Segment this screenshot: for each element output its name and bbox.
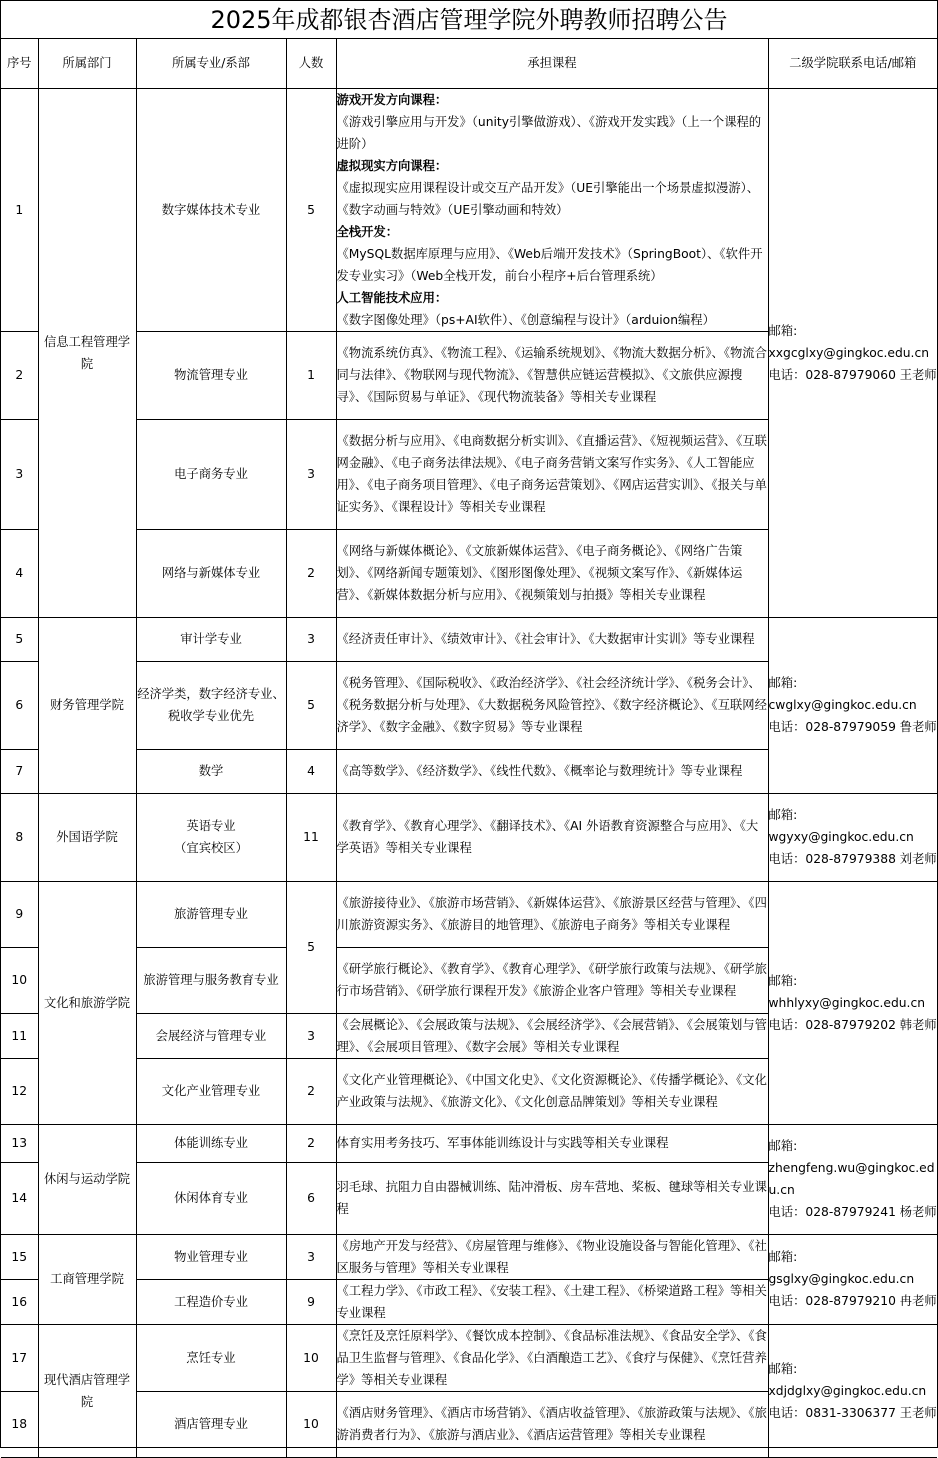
table-row xyxy=(1,617,937,661)
email-label: 邮箱: xyxy=(768,676,798,690)
row-major: 数字媒体技术专业 xyxy=(136,88,286,331)
table-row xyxy=(1,1234,937,1279)
row-no: 2 xyxy=(1,331,38,419)
row-courses xyxy=(336,88,768,331)
row-count: 2 xyxy=(286,1058,336,1124)
course-text: 《MySQL数据库原理与应用》、《Web后端开发技术》（SpringBoot）、《软件开发专业实习》（Web全栈开发，前台小程序+后台管理系统） xyxy=(336,246,763,283)
row-major: 酒店管理专业 xyxy=(136,1391,286,1457)
contact-phone: 电话：028-87979388 刘老师 xyxy=(768,852,937,866)
row-major: 工程造价专业 xyxy=(136,1279,286,1324)
row-courses: 《旅游接待业》、《旅游市场营销》、《新媒体运营》、《旅游景区经营与管理》、《四川旅游资源实务》、《旅游目的地管理》、《旅游电子商务》等相关专业课程 xyxy=(336,881,768,947)
table-row xyxy=(1,881,937,947)
row-major: 文化产业管理专业 xyxy=(136,1058,286,1124)
contact-phone: 电话：028-87979059 鲁老师 xyxy=(768,720,937,734)
row-count: 5 xyxy=(286,661,336,749)
row-major: 会展经济与管理专业 xyxy=(136,1013,286,1058)
row-major: 旅游管理与服务教育专业 xyxy=(136,947,286,1013)
row-courses: 《房地产开发与经营》、《房屋管理与维修》、《物业设施设备与智能化管理》、《社区服务与管理》等相关专业课程 xyxy=(336,1234,768,1279)
contact-email: xdjdglxy@gingkoc.edu.cn xyxy=(768,1383,927,1398)
row-count: 9 xyxy=(286,1279,336,1324)
row-courses: 《高等数学》、《经济数学》、《线性代数》、《概率论与数理统计》等专业课程 xyxy=(336,749,768,793)
row-major: 网络与新媒体专业 xyxy=(136,529,286,617)
dept-contact xyxy=(768,617,937,793)
row-courses: 羽毛球、抗阻力自由器械训练、陆冲滑板、房车营地、桨板、毽球等相关专业课程 xyxy=(336,1162,768,1234)
row-major: 物流管理专业 xyxy=(136,331,286,419)
header-major: 所属专业/系部 xyxy=(136,39,286,88)
dept-name: 财务管理学院 xyxy=(38,617,136,793)
course-heading: 人工智能技术应用： xyxy=(336,290,448,305)
table-row xyxy=(1,88,937,331)
row-count: 3 xyxy=(286,1234,336,1279)
row-courses: 《教育学》、《教育心理学》、《翻译技术》、《AI 外语教育资源整合与应用》、《大学英语》等相关专业课程 xyxy=(336,793,768,881)
email-label: 邮箱: xyxy=(768,323,798,338)
row-major: 英语专业 xyxy=(186,819,236,833)
dept-name: 外国语学院 xyxy=(38,793,136,881)
row-major-sub: （宜宾校区） xyxy=(174,841,248,855)
row-count: 5 xyxy=(286,88,336,331)
dept-name: 现代酒店管理学院 xyxy=(38,1324,136,1457)
email-label: 邮箱: xyxy=(768,808,798,822)
row-major: 电子商务专业 xyxy=(136,419,286,529)
row-no: 7 xyxy=(1,749,38,793)
row-no: 14 xyxy=(1,1162,38,1234)
contact-phone: 电话：028-87979202 韩老师 xyxy=(768,1017,937,1032)
row-no: 18 xyxy=(1,1391,38,1457)
row-courses: 体育实用考务技巧、军事体能训练设计与实践等相关专业课程 xyxy=(336,1124,768,1162)
row-courses: 《酒店财务管理》、《酒店市场营销》、《酒店收益管理》、《旅游政策与法规》、《旅游消费者行为》、《旅游与酒店业》、《酒店运营管理》等相关专业课程 xyxy=(336,1391,768,1457)
contact-phone: 电话：028-87979210 冉老师 xyxy=(768,1294,937,1308)
table-row xyxy=(1,1124,937,1162)
row-major: 体能训练专业 xyxy=(136,1124,286,1162)
row-no: 11 xyxy=(1,1013,38,1058)
contact-email: wgyxy@gingkoc.edu.cn xyxy=(768,830,914,844)
page-title: 2025年成都银杏酒店管理学院外聘教师招聘公告 xyxy=(1,1,937,39)
dept-contact xyxy=(768,881,937,1124)
row-courses: 《文化产业管理概论》、《中国文化史》、《文化资源概论》、《传播学概论》、《文化产业政策与法规》、《旅游文化》、《文化创意品牌策划》等相关专业课程 xyxy=(336,1058,768,1124)
row-courses: 《网络与新媒体概论》、《文旅新媒体运营》、《电子商务概论》、《网络广告策划》、《网络新闻专题策划》、《图形图像处理》、《视频文案写作》、《新媒体运营》、《新媒体数据分析与应用》、《视频策划与拍摄》等相关专业课程 xyxy=(336,529,768,617)
contact-phone: 电话：0831-3306377 王老师 xyxy=(768,1405,937,1420)
row-courses: 《工程力学》、《市政工程》、《安装工程》、《土建工程》、《桥梁道路工程》等相关专业课程 xyxy=(336,1279,768,1324)
email-label: 邮箱: xyxy=(768,1250,798,1264)
row-major: 物业管理专业 xyxy=(136,1234,286,1279)
dept-name: 工商管理学院 xyxy=(38,1234,136,1324)
row-major: 烹饪专业 xyxy=(136,1324,286,1391)
row-count: 2 xyxy=(286,529,336,617)
row-no: 10 xyxy=(1,947,38,1013)
row-courses: 《经济责任审计》、《绩效审计》、《社会审计》、《大数据审计实训》等专业课程 xyxy=(336,617,768,661)
row-count: 5 xyxy=(286,881,336,1013)
row-count: 3 xyxy=(286,419,336,529)
header-dept: 所属部门 xyxy=(38,39,136,88)
course-heading: 虚拟现实方向课程： xyxy=(336,158,448,173)
row-major-cell xyxy=(136,793,286,881)
contact-phone: 电话：028-87979241 杨老师 xyxy=(768,1205,937,1219)
email-label: 邮箱: xyxy=(768,1361,798,1376)
row-no: 4 xyxy=(1,529,38,617)
contact-email: xxgcglxy@gingkoc.edu.cn xyxy=(768,345,930,360)
row-count: 3 xyxy=(286,1013,336,1058)
row-no: 5 xyxy=(1,617,38,661)
email-label: 邮箱: xyxy=(768,1139,798,1153)
header-no: 序号 xyxy=(1,39,38,88)
contact-email: gsglxy@gingkoc.edu.cn xyxy=(768,1272,915,1286)
row-major: 休闲体育专业 xyxy=(136,1162,286,1234)
contact-email: cwglxy@gingkoc.edu.cn xyxy=(768,698,917,712)
dept-contact xyxy=(768,1124,937,1234)
row-no: 17 xyxy=(1,1324,38,1391)
course-text: 《游戏引擎应用与开发》（unity引擎做游戏）、《游戏开发实践》（上一个课程的进阶） xyxy=(336,114,762,151)
course-text: 《数字图像处理》（ps+AI软件）、《创意编程与设计》（arduion编程） xyxy=(336,312,715,327)
email-label: 邮箱: xyxy=(768,973,798,988)
row-count: 2 xyxy=(286,1124,336,1162)
dept-contact xyxy=(768,88,937,617)
row-courses: 《烹饪及烹饪原料学》、《餐饮成本控制》、《食品标准法规》、《食品安全学》、《食品卫生监督与管理》、《食品化学》、《白酒酿造工艺》、《食疗与保健》、《烹饪营养学》等相关专业课程 xyxy=(336,1324,768,1391)
header-courses: 承担课程 xyxy=(336,39,768,88)
course-heading: 全栈开发： xyxy=(336,224,398,239)
course-heading: 游戏开发方向课程： xyxy=(336,92,448,107)
row-no: 16 xyxy=(1,1279,38,1324)
table-row xyxy=(1,1324,937,1391)
row-no: 3 xyxy=(1,419,38,529)
row-no: 13 xyxy=(1,1124,38,1162)
row-count: 1 xyxy=(286,331,336,419)
table-row xyxy=(1,793,937,881)
row-no: 1 xyxy=(1,88,38,331)
row-count: 10 xyxy=(286,1391,336,1457)
row-count: 6 xyxy=(286,1162,336,1234)
row-no: 8 xyxy=(1,793,38,881)
dept-contact xyxy=(768,1324,937,1457)
dept-name: 休闲与运动学院 xyxy=(38,1124,136,1234)
dept-name: 文化和旅游学院 xyxy=(38,881,136,1124)
row-no: 15 xyxy=(1,1234,38,1279)
row-count: 3 xyxy=(286,617,336,661)
contact-email: zhengfeng.wu@gingkoc.edu.cn xyxy=(768,1161,935,1197)
course-text: 《虚拟现实应用课程设计或交互产品开发》（UE引擎能出一个场景虚拟漫游）、《数字动画与特效》（UE引擎动画和特效） xyxy=(336,180,760,217)
row-major: 经济学类，数字经济专业、税收学专业优先 xyxy=(136,661,286,749)
row-major: 审计学专业 xyxy=(136,617,286,661)
header-count: 人数 xyxy=(286,39,336,88)
row-no: 6 xyxy=(1,661,38,749)
dept-name: 信息工程管理学院 xyxy=(38,88,136,617)
recruitment-table xyxy=(1,39,937,1458)
dept-contact xyxy=(768,793,937,881)
row-major: 数学 xyxy=(136,749,286,793)
row-major: 旅游管理专业 xyxy=(136,881,286,947)
row-courses: 《研学旅行概论》、《教育学》、《教育心理学》、《研学旅行政策与法规》、《研学旅行市场营销》、《研学旅行课程开发》《旅游企业客户管理》等相关专业课程 xyxy=(336,947,768,1013)
row-count: 10 xyxy=(286,1324,336,1391)
row-courses: 《会展概论》、《会展政策与法规》、《会展经济学》、《会展营销》、《会展策划与管理》、《会展项目管理》、《数字会展》等相关专业课程 xyxy=(336,1013,768,1058)
row-count: 11 xyxy=(286,793,336,881)
dept-contact xyxy=(768,1234,937,1324)
contact-email: whhlyxy@gingkoc.edu.cn xyxy=(768,995,926,1010)
row-no: 12 xyxy=(1,1058,38,1124)
contact-phone: 电话：028-87979060 王老师 xyxy=(768,367,937,382)
row-courses: 《物流系统仿真》、《物流工程》、《运输系统规划》、《物流大数据分析》、《物流合同与法律》、《物联网与现代物流》、《智慧供应链运营模拟》、《文旅供应源搜寻》、《国际贸易与单证》、《现代物流装备》等相关专业课程 xyxy=(336,331,768,419)
header-contact: 二级学院联系电话/邮箱 xyxy=(768,39,937,88)
row-no: 9 xyxy=(1,881,38,947)
row-count: 4 xyxy=(286,749,336,793)
row-courses: 《数据分析与应用》、《电商数据分析实训》、《直播运营》、《短视频运营》、《互联网金融》、《电子商务法律法规》、《电子商务营销文案写作实务》、《人工智能应用》、《电子商务项目管理》、《电子商务运营策划》、《网店运营实训》、《报关与单证实务》、《课程设计》等相关专业课程 xyxy=(336,419,768,529)
header-row xyxy=(1,39,937,88)
row-courses: 《税务管理》、《国际税收》、《政治经济学》、《社会经济统计学》、《税务会计》、《税务数据分析与处理》、《大数据税务风险管控》、《数字经济概论》、《互联网经济学》、《数字金融》、《数字贸易》等专业课程 xyxy=(336,661,768,749)
